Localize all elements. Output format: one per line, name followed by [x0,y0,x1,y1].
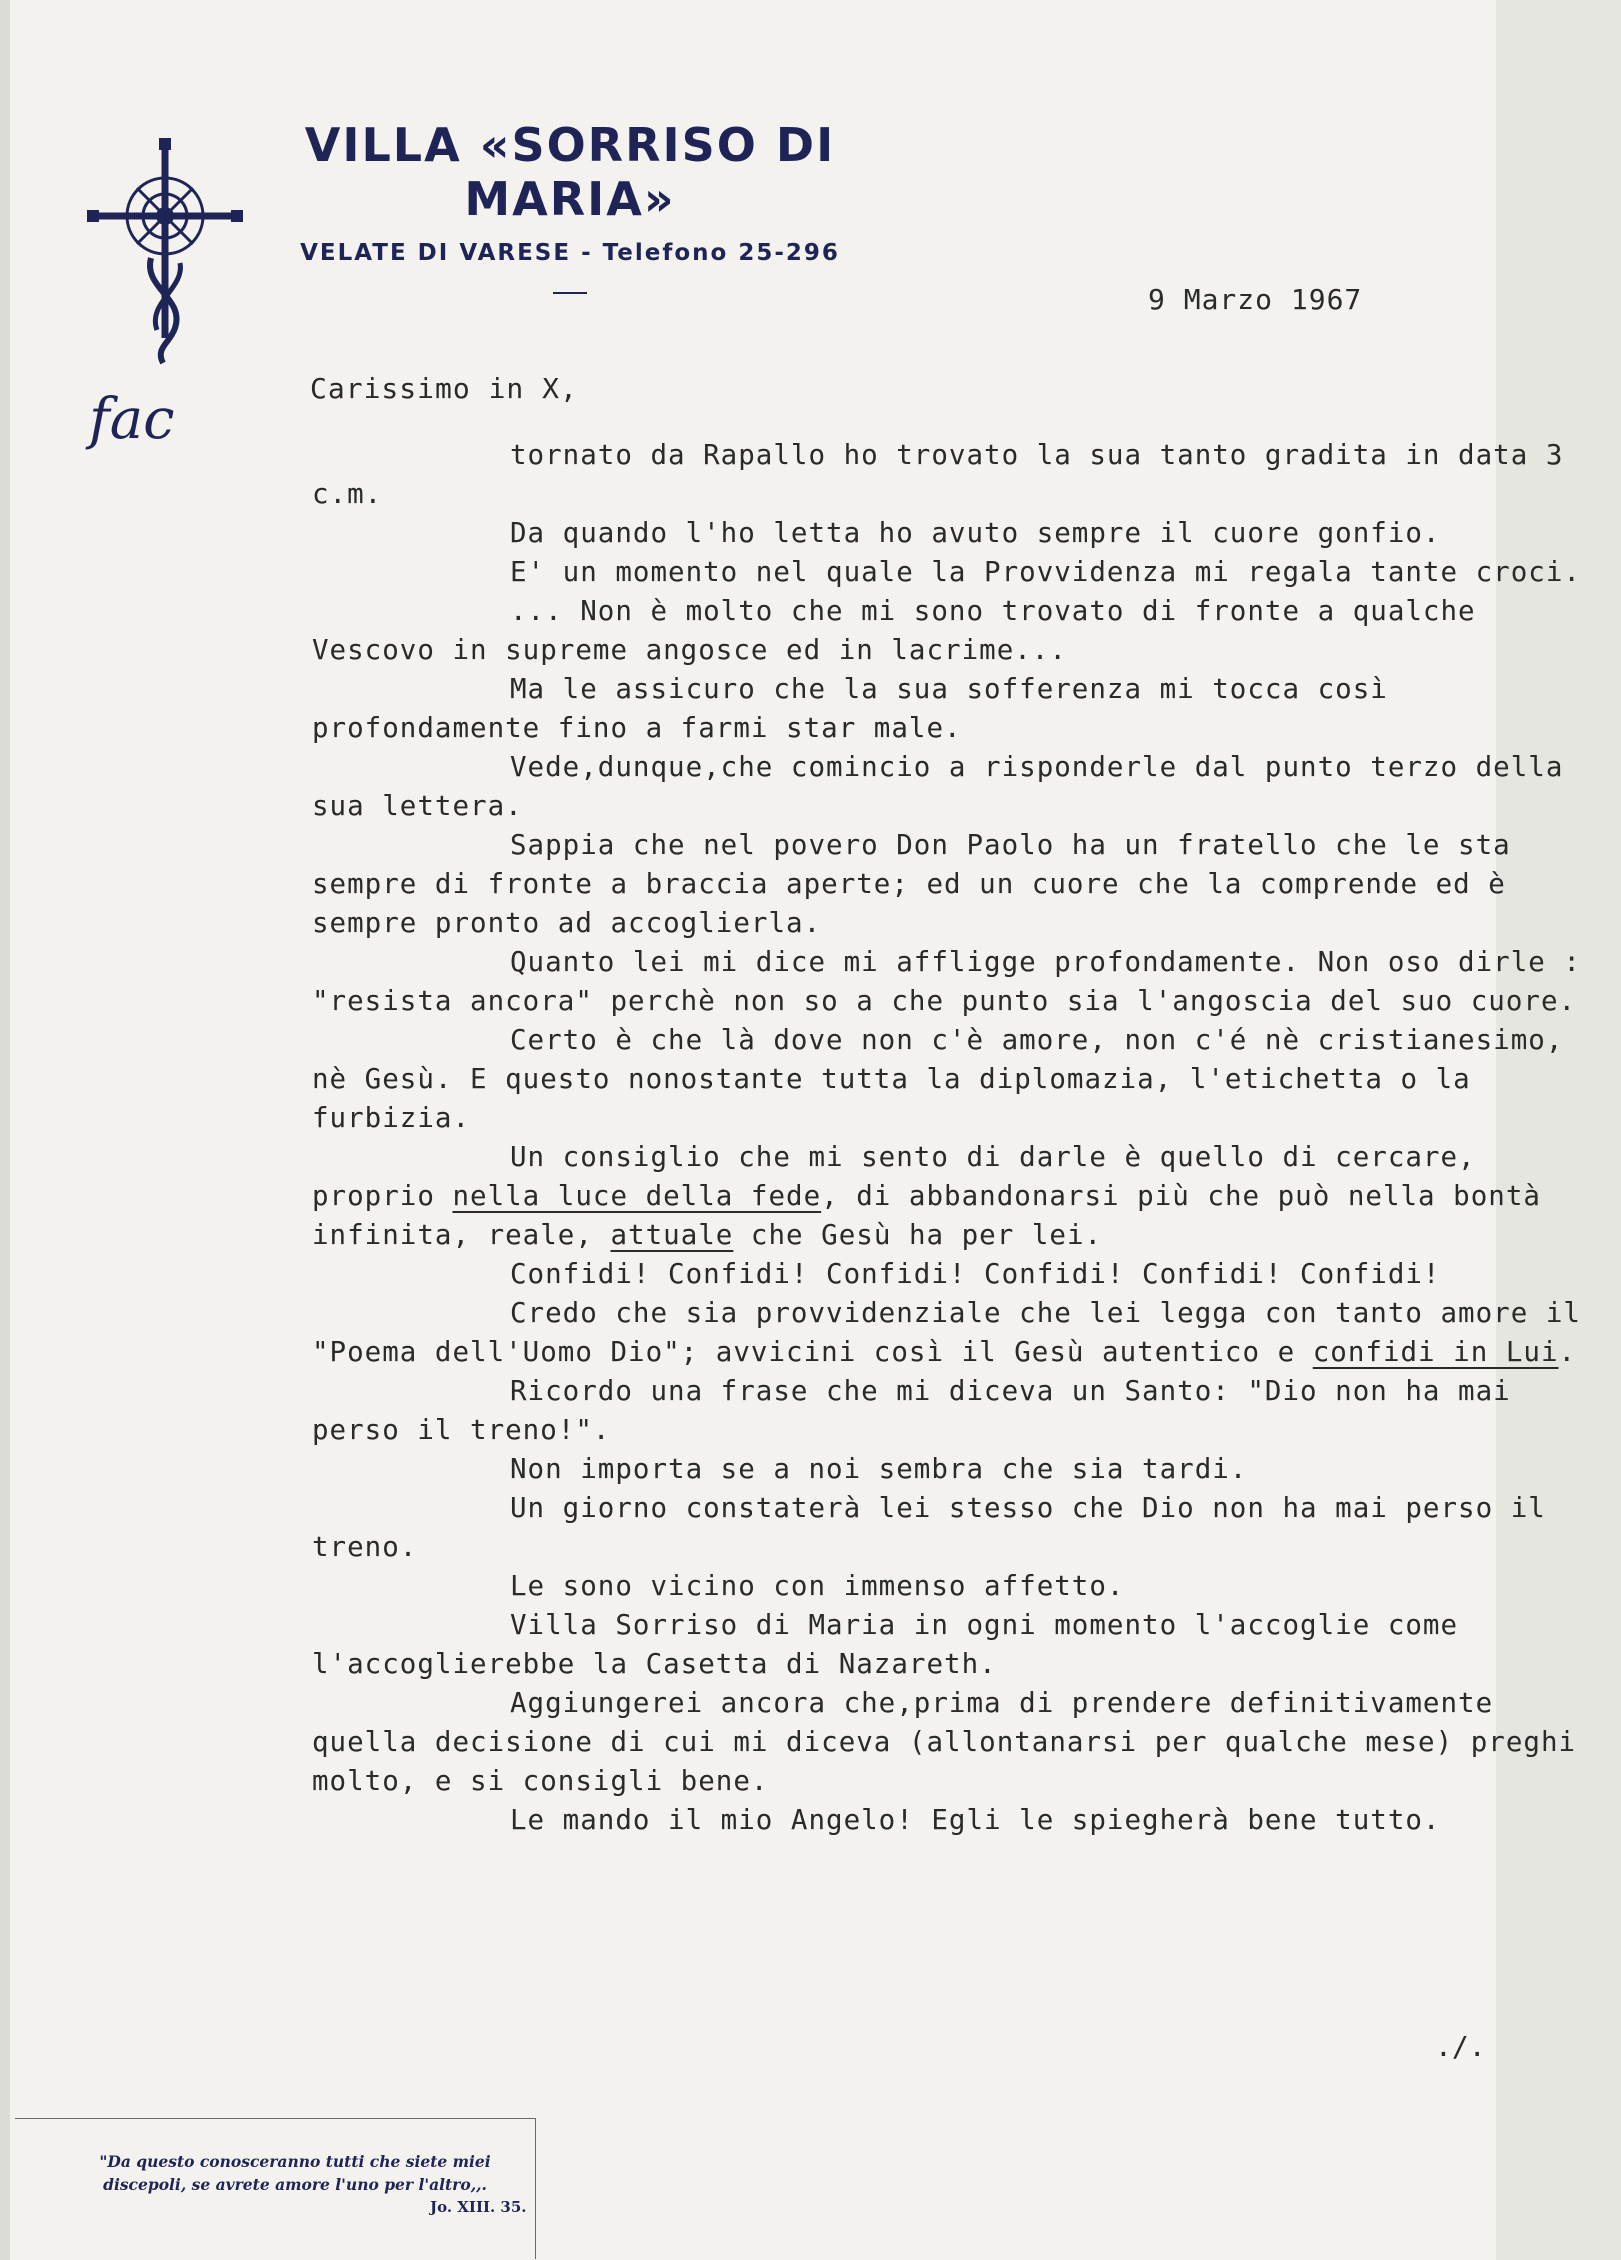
motto-reference: Jo. XIII. 35. [430,2198,527,2216]
paragraph: Sappia che nel povero Don Paolo ha un fratello che le sta sempre di fronte a braccia aperte; ed un cuore che la comprende ed è sempre pronto ad accoglierla. [312,829,1511,939]
underlined-phrase: confidi in Lui [1312,1336,1559,1368]
paragraph: ... Non è molto che mi sono trovato di fronte a qualche Vescovo in supreme angosce ed in lacrime... [312,595,1476,666]
footer-motto [85,2150,505,2196]
paragraph: Quanto lei mi dice mi affligge profondamente. Non oso dirle : "resista ancora" perchè non so a che punto sia l'angoscia del suo cuore. [312,946,1581,1017]
address-phone: VELATE DI VARESE - Telefono 25-296 [300,240,840,266]
villa-name: VILLA «SORRISO DI MARIA» [304,118,836,226]
paragraph: Un giorno constaterà lei stesso che Dio non ha mai perso il treno. [312,1492,1546,1563]
underlined-word: attuale [610,1219,734,1251]
text-span: Un consiglio che mi sento di darle è quello di cercare, proprio [312,1141,1476,1212]
header-divider [553,292,587,294]
letter-body [312,436,1607,1840]
underlined-phrase: nella luce della fede [452,1180,822,1212]
paragraph: Le mando il mio Angelo! Egli le spiegherà bene tutto. [510,1804,1441,1836]
text-span: Credo che sia provvidenziale che lei legga con tanto amore il "Poema dell'Uomo Dio"; avvicini così il Gesù autentico e [312,1297,1581,1368]
letterhead [290,118,850,294]
logo-initials: fac [89,387,175,452]
paragraph: Ricordo una frase che mi diceva un Santo: "Dio non ha mai perso il treno!". [312,1375,1511,1446]
paragraph-poema [312,1294,1607,1372]
paragraph: Villa Sorriso di Maria in ogni momento l'accoglie come l'accoglierebbe la Casetta di Nazareth. [312,1609,1459,1680]
text-span: . [1558,1336,1577,1368]
letter-date: 9 Marzo 1967 [1148,283,1363,316]
paragraph: tornato da Rapallo ho trovato la sua tanto gradita in data 3 c.m. [312,439,1564,510]
continued-mark: ./. [1435,2030,1486,2063]
paragraph: Le sono vicino con immenso affetto. [510,1570,1125,1602]
cross-emblem-logo [85,138,245,458]
page-edge [0,0,10,2260]
salutation: Carissimo in X, [310,372,578,405]
paragraph: Vede,dunque,che comincio a risponderle dal punto terzo della sua lettera. [312,751,1564,822]
paragraph: Certo è che là dove non c'è amore, non c'é nè cristianesimo, nè Gesù. E questo nonostante tutta la diplomazia, l'etichetta o la furbizia. [312,1024,1564,1134]
paragraph: Ma le assicuro che la sua sofferenza mi tocca così profondamente fino a farmi star male. [312,673,1388,744]
paragraph: E' un momento nel quale la Provvidenza mi regala tante croci. [510,556,1581,588]
text-span: che Gesù ha per lei. [733,1219,1103,1251]
motto-line: discepoli, se avrete amore l'uno per l'altro,,. [103,2175,487,2194]
paragraph: Da quando l'ho letta ho avuto sempre il cuore gonfio. [510,517,1441,549]
text-span: , di abbandonarsi più che può nella bontà infinita, reale, [312,1180,1541,1251]
paragraph-consiglio [312,1138,1607,1255]
confidi-line: Confidi! Confidi! Confidi! Confidi! Confidi! Confidi! [510,1258,1441,1290]
paragraph: Non importa se a noi sembra che sia tardi. [510,1453,1248,1485]
paragraph: Aggiungerei ancora che,prima di prendere definitivamente quella decisione di cui mi diceva (allontanarsi per qualche mese) preghi molto, e si consigli bene. [312,1687,1577,1797]
motto-line: "Da questo conosceranno tutti che siete miei [99,2152,491,2171]
